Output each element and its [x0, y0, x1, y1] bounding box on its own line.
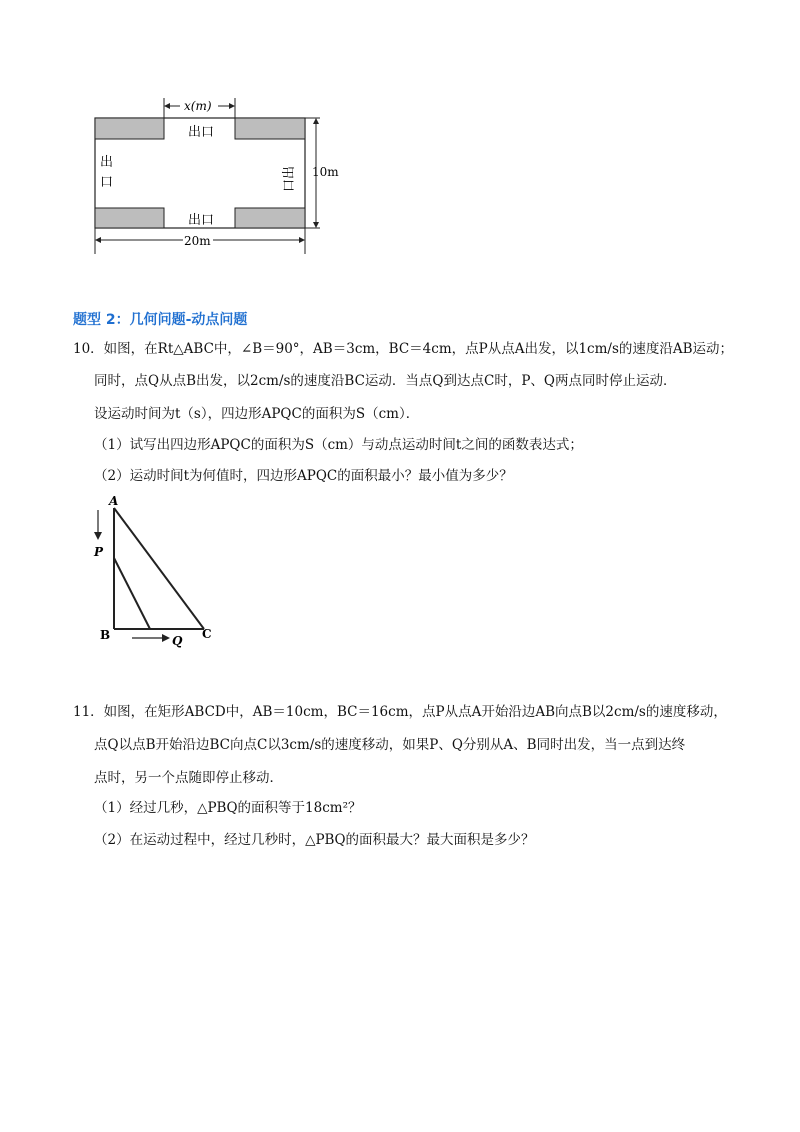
triangle-diagram: [80, 492, 230, 652]
q11-subquestion-2: （2）在运动过程中，经过几秒时，△PBQ的面积最大？最大面积是多少？: [94, 832, 535, 848]
dim-20m: 20m: [184, 234, 211, 248]
label-q: Q: [172, 634, 183, 648]
segment-pq: [114, 558, 150, 629]
exit-top-label: 出口: [188, 125, 215, 140]
label-b: B: [100, 628, 111, 642]
triangle-figure: [80, 492, 230, 652]
q10-line-1: 10．如图，在Rt△ABC中，∠B＝90°，AB＝3cm，BC＝4cm，点P从点A出发，以1cm/s的速度沿AB运动；: [73, 341, 734, 357]
band-top-left: [95, 118, 164, 139]
exit-right-char1: 出: [282, 165, 297, 179]
exit-left-char2: 口: [100, 175, 114, 190]
dim-x: x(m): [184, 99, 212, 113]
exit-left-char1: 出: [100, 155, 114, 170]
exit-right-char2: 口: [282, 178, 297, 192]
label-p: P: [94, 545, 104, 559]
q11-line-2: 点Q以点B开始沿边BC向点C以3cm/s的速度移动，如果P、Q分别从A、B同时出发，当一点到达终: [94, 737, 686, 753]
rectangle-exit-diagram: [80, 92, 360, 264]
q11-subquestion-1: （1）经过几秒，△PBQ的面积等于18cm²？: [94, 800, 362, 816]
side-ac: [114, 508, 204, 629]
band-top-right: [235, 118, 305, 139]
rectangle-exit-figure: [80, 92, 360, 264]
q11-line-1: 11．如图，在矩形ABCD中，AB＝10cm，BC＝16cm，点P从点A开始沿边AB向点B以2cm/s的速度移动，: [73, 704, 727, 720]
q10-line-3: 设运动时间为t（s），四边形APQC的面积为S（cm）．: [94, 406, 420, 422]
q11-line-3: 点时，另一个点随即停止移动．: [94, 770, 283, 786]
dim-10m: 10m: [312, 165, 339, 179]
label-a: A: [109, 494, 119, 508]
q10-line-2: 同时，点Q从点B出发，以2cm/s的速度沿BC运动．当点Q到达点C时，P、Q两点同时停止运动．: [94, 373, 677, 389]
label-c: C: [202, 627, 212, 641]
section-title: 题型 2：几何问题-动点问题: [73, 312, 248, 328]
q10-subquestion-2: （2）运动时间t为何值时，四边形APQC的面积最小？最小值为多少？: [94, 468, 513, 484]
exit-right-label: [281, 166, 297, 192]
q10-subquestion-1: （1）试写出四边形APQC的面积为S（cm）与动点运动时间t之间的函数表达式；: [94, 437, 583, 453]
band-bottom-right: [235, 208, 305, 228]
exit-bottom-label: 出口: [188, 213, 215, 228]
band-bottom-left: [95, 208, 164, 228]
